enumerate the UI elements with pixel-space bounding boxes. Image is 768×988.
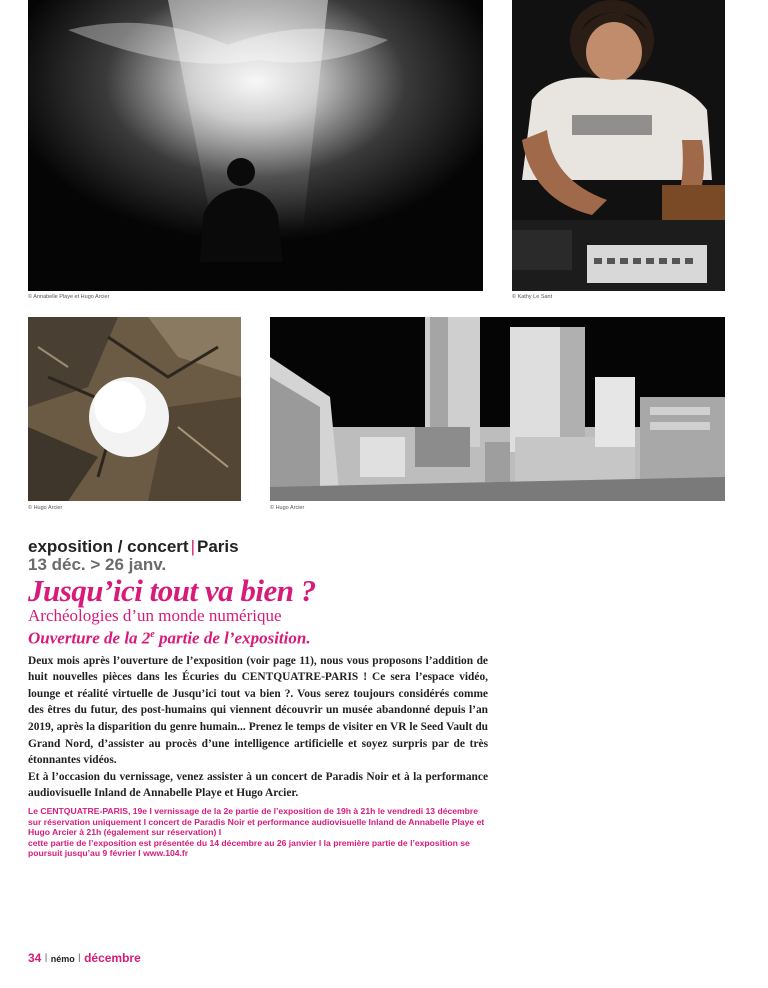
page-number: 34 [28,951,42,965]
photo-credit: © Hugo Arcier [270,505,305,511]
footer-separator: I [44,951,48,965]
photo-rock-sphere [28,317,241,501]
kicker-category: exposition / concert [28,537,189,556]
article-body [28,653,488,802]
article-subtitle: Archéologies d’un monde numérique [28,606,282,625]
kicker-location: Paris [197,537,239,556]
category-kicker [28,538,488,556]
magazine-name: némo [50,954,75,964]
info-line: Le CENTQUATRE-PARIS, 19e I vernissage de la 2e partie de l’exposition de 19h à 21h le vendredi 13 décembre sur réservation uniquement I concert de Paradis Noir et performance audiovisuelle Inland de Annabelle Playe et Hugo Arcier à 21h (également sur réservation) I [28,806,485,838]
photo-credit: © Kathy Le Sant [512,294,553,300]
kicker-separator: | [190,537,196,556]
info-line: cette partie de l’exposition est présentée du 14 décembre au 26 janvier I la première partie de l’exposition se poursuit jusqu’au 9 février I www.104.fr [28,837,470,859]
article-title: Jusqu’ici tout va bien ? [28,573,316,608]
body-paragraph: Deux mois après l’ouverture de l’exposition (voir page 11), nous vous proposons l’addition de huit nouvelles pièces dans les Écuries du CENTQUATRE-PARIS ! Ce sera l’espace vidéo, lounge et réalité virtuelle de Jusqu’ici tout va bien ?. Vous serez toujours considérés comme des êtres du futur, des post-humains qui viennent découvrir un musée abandonné depuis l’an 2019, après la disparition du genre humain... Prenez le temps de visiter en VR le Seed Vault du Grand Nord, d’assister au procès d’une intelligence artificielle et soyez surpris par de très étonnantes vidéos. [28,654,488,767]
article-subtitle-opening: Ouverture de la 2e partie de l’exposition. [28,628,311,648]
practical-info [28,806,488,859]
photo-credit: © Hugo Arcier [28,505,63,511]
photo-silhouette-light [28,0,483,291]
photo-virtual-city [270,317,725,501]
event-dates: 13 déc. > 26 janv. [28,555,167,574]
footer-separator: I [77,951,82,965]
article [28,538,488,859]
body-paragraph: Et à l’occasion du vernissage, venez assister à un concert de Paradis Noir et à la performance audiovisuelle Inland de Annabelle Playe et Hugo Arcier. [28,770,488,800]
issue-month: décembre [84,951,141,965]
photo-credit: © Annabelle Playe et Hugo Arcier [28,294,110,300]
page-footer [28,951,141,965]
photo-musician-synth [512,0,725,291]
